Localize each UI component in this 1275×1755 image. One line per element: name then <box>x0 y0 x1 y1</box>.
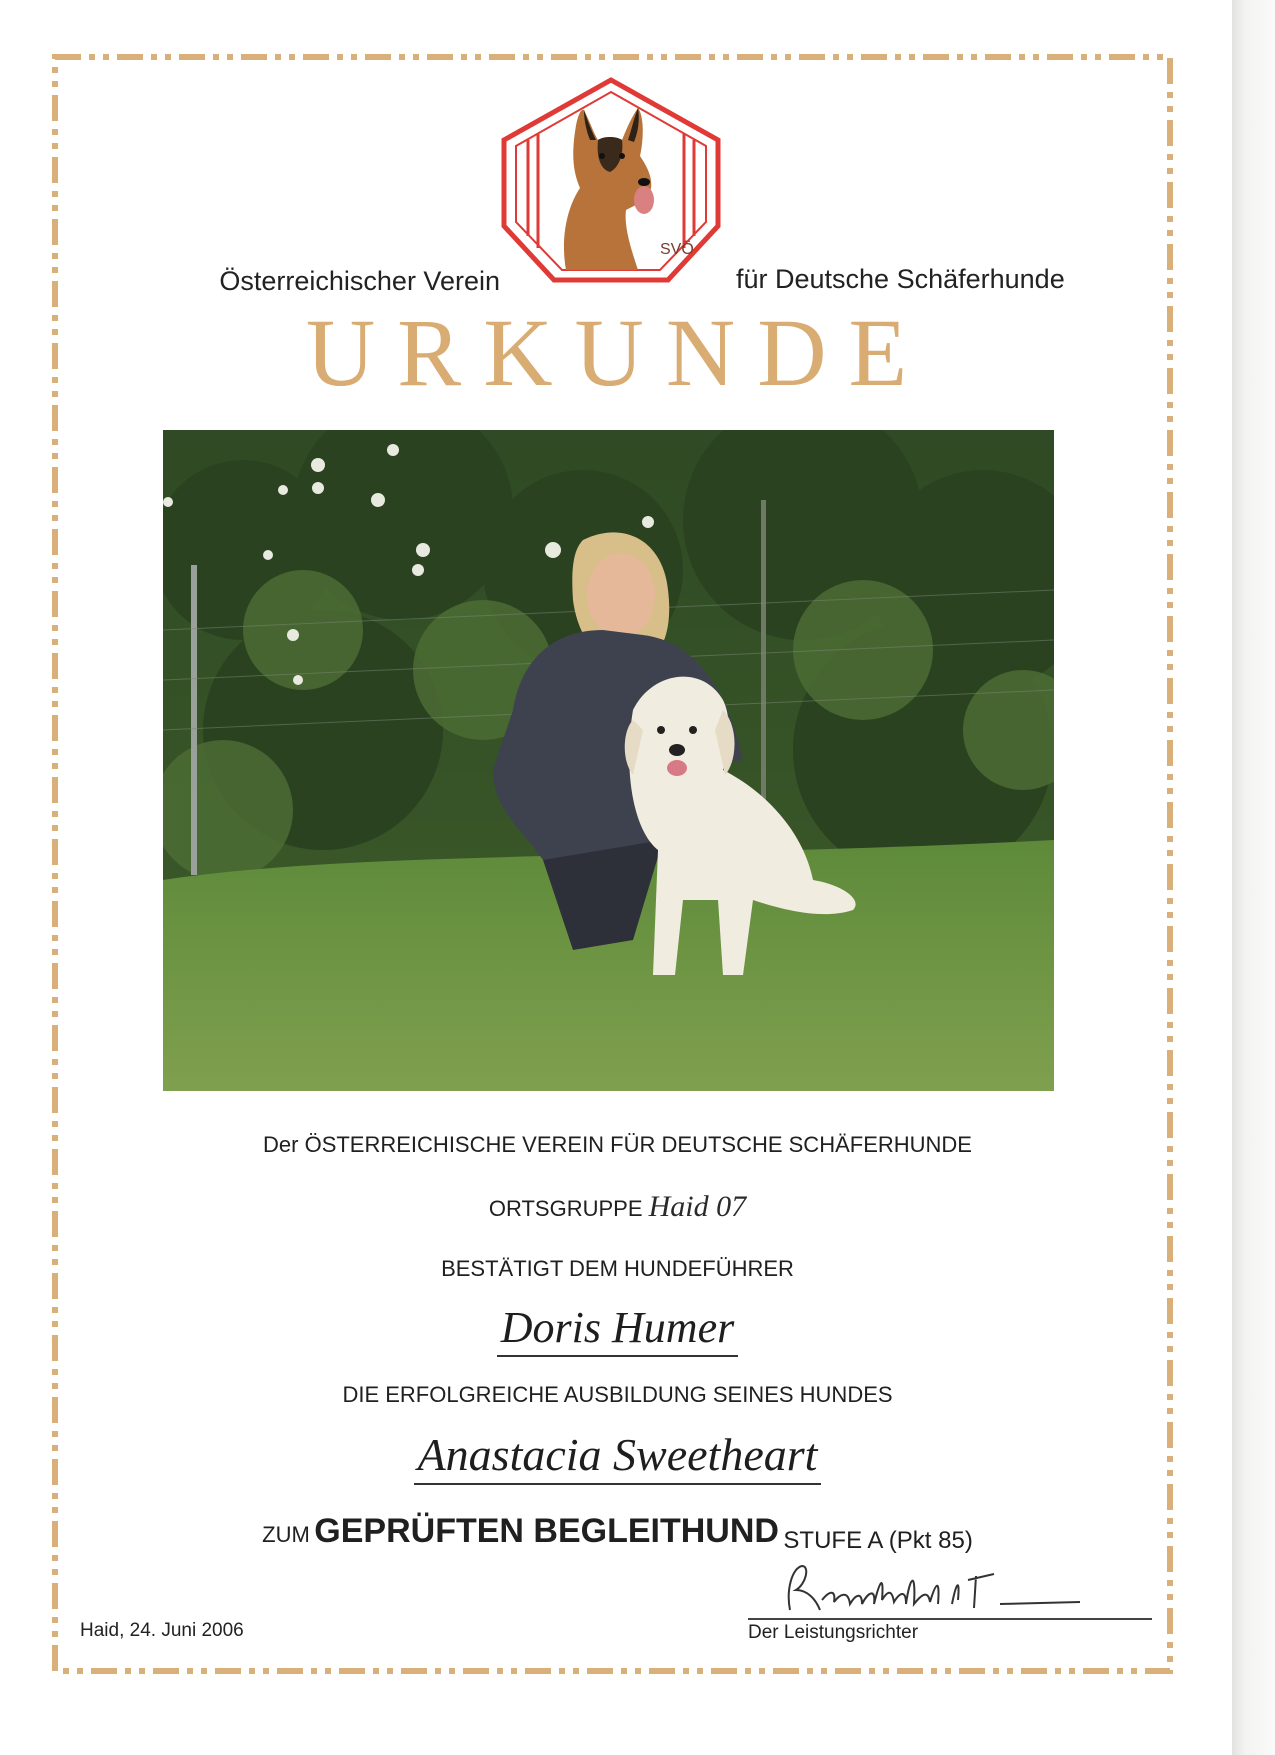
local-group-value: Haid 07 <box>648 1190 747 1223</box>
handler-name: Doris Humer <box>497 1302 738 1357</box>
scan-edge <box>1232 0 1275 1755</box>
svoe-emblem <box>498 76 724 286</box>
local-group-line <box>0 1190 1235 1224</box>
place-date: Haid, 24. Juni 2006 <box>80 1620 244 1641</box>
dog-name: Anastacia Sweetheart <box>414 1428 822 1485</box>
cert-prefix: ZUM <box>262 1522 310 1547</box>
certificate-photo <box>163 430 1054 1091</box>
judge-signature <box>780 1560 1090 1620</box>
training-line: DIE ERFOLGREICHE AUSBILDUNG SEINES HUNDES <box>342 1382 893 1407</box>
cert-level: STUFE A (Pkt 85) <box>783 1527 973 1554</box>
certification-line <box>0 1512 1235 1555</box>
org-name-right: für Deutsche Schäferhunde <box>736 264 1065 294</box>
local-group-label: ORTSGRUPPE <box>488 1196 643 1221</box>
cert-title: GEPRÜFTEN BEGLEITHUND <box>314 1512 779 1550</box>
org-name-left: Österreichischer Verein <box>219 266 500 296</box>
judge-label: Der Leistungsrichter <box>748 1622 919 1643</box>
issuer-line: Der ÖSTERREICHISCHE VEREIN FÜR DEUTSCHE SCHÄFERHUNDE <box>263 1132 972 1157</box>
confirmation-line: BESTÄTIGT DEM HUNDEFÜHRER <box>441 1256 794 1281</box>
handler-with-dog-photo <box>163 430 1054 1091</box>
signature-line <box>748 1618 1152 1620</box>
handler-name-wrap <box>0 1302 1235 1357</box>
certificate-title: URKUNDE <box>305 299 930 406</box>
emblem-abbr: SVÖ <box>660 241 694 258</box>
dog-name-wrap <box>0 1428 1235 1485</box>
